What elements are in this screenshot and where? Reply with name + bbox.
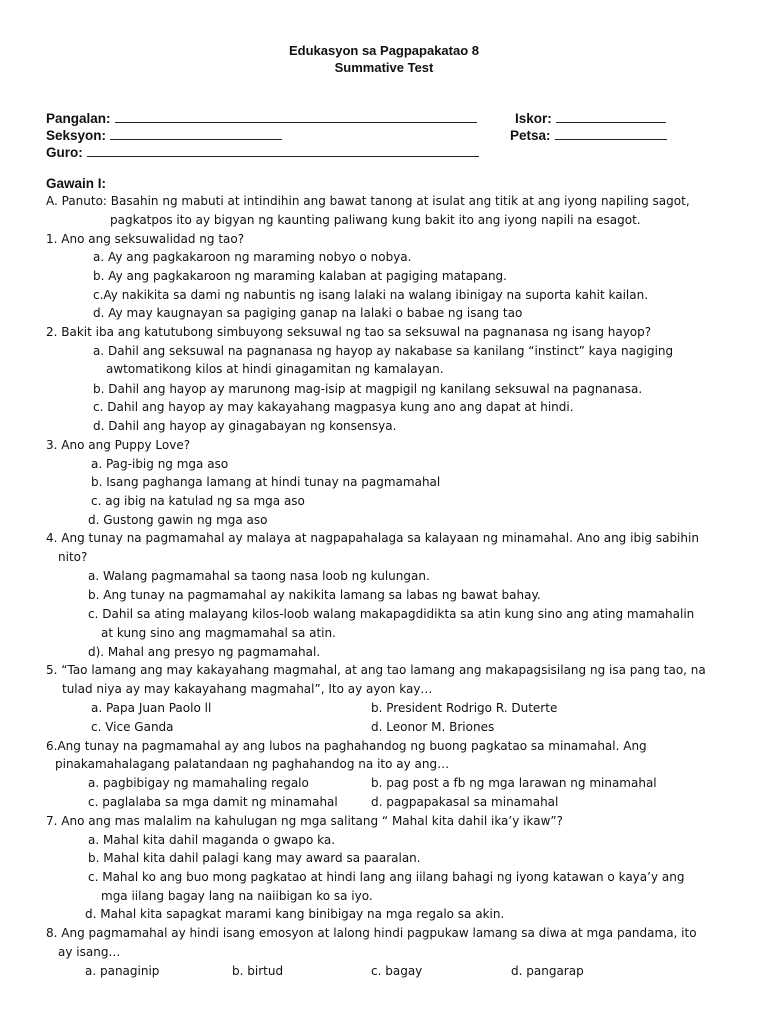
q7-choice-c-cont: mga iilang bagay lang na naiibigan ko sa iyo. bbox=[101, 889, 373, 903]
guro-blank bbox=[87, 144, 479, 157]
question-8-stem: 8. Ang pagmamahal ay hindi isang emosyon at lalong hindi pagpukaw lamang sa diwa at mga pandama, ito bbox=[46, 926, 697, 940]
question-8-stem-cont: ay isang… bbox=[58, 945, 121, 959]
q3-choice-b: b. Isang paghanga lamang at hindi tunay na pagmamahal bbox=[91, 475, 441, 489]
question-5-stem: 5. “Tao lamang ang may kakayahang magmahal, at ang tao lamang ang makapagsisilang ng isa pang tao, na bbox=[46, 663, 706, 677]
document-subtitle: Summative Test bbox=[334, 60, 434, 75]
pangalan-label: Pangalan: bbox=[46, 111, 111, 126]
q3-choice-d: d. Gustong gawin ng mga aso bbox=[88, 513, 268, 527]
q6-choice-c: c. paglalaba sa mga damit ng minamahal bbox=[88, 795, 338, 809]
q7-choice-a: a. Mahal kita dahil maganda o gwapo ka. bbox=[88, 833, 336, 847]
q7-choice-d: d. Mahal kita sapagkat marami kang binibigay na mga regalo sa akin. bbox=[85, 907, 505, 921]
q2-choice-a-cont: awtomatikong kilos at hindi ginagamitan ng kamalayan. bbox=[106, 362, 444, 376]
iskor-blank bbox=[556, 110, 666, 123]
q3-choice-c: c. ag ibig na katulad ng sa mga aso bbox=[91, 494, 305, 508]
seksyon-label: Seksyon: bbox=[46, 128, 107, 143]
question-1-stem: 1. Ano ang seksuwalidad ng tao? bbox=[46, 232, 245, 246]
q5-choice-a: a. Papa Juan Paolo ll bbox=[91, 701, 212, 715]
iskor-label: Iskor: bbox=[515, 111, 552, 126]
q1-choice-a: a. Ay ang pagkakaroon ng maraming nobyo o nobya. bbox=[93, 250, 412, 264]
seksyon-blank bbox=[110, 127, 282, 140]
q8-choice-b: b. birtud bbox=[232, 964, 284, 978]
q1-choice-d: d. Ay may kaugnayan sa pagiging ganap na lalaki o babae ng isang tao bbox=[93, 306, 523, 320]
q8-choice-d: d. pangarap bbox=[511, 964, 584, 978]
question-6-stem: 6.Ang tunay na pagmamahal ay ang lubos na paghahandog ng buong pagkatao sa minamahal. Ang bbox=[46, 739, 647, 753]
petsa-field bbox=[510, 127, 667, 143]
question-4-stem: 4. Ang tunay na pagmamahal ay malaya at nagpapahalaga sa kalayaan ng minamahal. Ano ang ibig sabihin bbox=[46, 531, 699, 545]
q6-choice-b: b. pag post a fb ng mga larawan ng minamahal bbox=[371, 776, 657, 790]
instruction-line2: pagkatpos ito ay bigyan ng kaunting paliwang kung bakit ito ang iyong napili na esagot. bbox=[110, 213, 641, 227]
iskor-field bbox=[515, 110, 666, 126]
q2-choice-c: c. Dahil ang hayop ay may kakayahang magpasya kung ano ang dapat at hindi. bbox=[93, 400, 574, 414]
question-2-stem: 2. Bakit iba ang katutubong simbuyong seksuwal ng tao sa seksuwal na pagnanasa ng isang hayop? bbox=[46, 325, 652, 339]
petsa-label: Petsa: bbox=[510, 128, 551, 143]
q4-choice-a: a. Walang pagmamahal sa taong nasa loob ng kulungan. bbox=[88, 569, 430, 583]
q4-choice-c-cont: at kung sino ang magmamahal sa atin. bbox=[101, 626, 336, 640]
question-4-stem-cont: nito? bbox=[58, 550, 88, 564]
seksyon-field bbox=[46, 127, 282, 143]
question-5-stem-cont: tulad niya ay may kakayahang magmahal”, Ito ay ayon kay… bbox=[62, 682, 433, 696]
q8-choice-c: c. bagay bbox=[371, 964, 423, 978]
q3-choice-a: a. Pag-ibig ng mga aso bbox=[91, 457, 229, 471]
q6-choice-d: d. pagpapakasal sa minamahal bbox=[371, 795, 559, 809]
q1-choice-c: c.Ay nakikita sa dami ng nabuntis ng isang lalaki na walang ibinigay na suporta kahit kailan. bbox=[93, 288, 649, 302]
q7-choice-b: b. Mahal kita dahil palagi kang may award sa paaralan. bbox=[88, 851, 421, 865]
document-title: Edukasyon sa Pagpapakatao 8 bbox=[288, 43, 480, 58]
petsa-blank bbox=[555, 127, 667, 140]
q5-choice-d: d. Leonor M. Briones bbox=[371, 720, 495, 734]
q2-choice-b: b. Dahil ang hayop ay marunong mag-isip at magpigil ng kanilang seksuwal na pagnanasa. bbox=[93, 382, 643, 396]
q7-choice-c: c. Mahal ko ang buo mong pagkatao at hindi lang ang iilang bahagi ng iyong katawan o kaya’y ang bbox=[88, 870, 685, 884]
q2-choice-d: d. Dahil ang hayop ay ginagabayan ng konsensya. bbox=[93, 419, 397, 433]
guro-label: Guro: bbox=[46, 145, 83, 160]
q5-choice-b: b. President Rodrigo R. Duterte bbox=[371, 701, 558, 715]
question-6-stem-cont: pinakamahalagang palatandaan ng paghahandog na ito ay ang… bbox=[55, 757, 450, 771]
q4-choice-c: c. Dahil sa ating malayang kilos-loob walang makapagdidikta sa atin kung sino ang ating mamahalin bbox=[88, 607, 695, 621]
pangalan-field bbox=[46, 110, 477, 126]
section-title: Gawain I: bbox=[46, 176, 107, 191]
q2-choice-a: a. Dahil ang seksuwal na pagnanasa ng hayop ay nakabase sa kanilang “instinct” kaya nagiging bbox=[93, 344, 674, 358]
guro-field bbox=[46, 144, 479, 160]
question-7-stem: 7. Ano ang mas malalim na kahulugan ng mga salitang “ Mahal kita dahil ika’y ikaw”? bbox=[46, 814, 563, 828]
q4-choice-d: d). Mahal ang presyo ng pagmamahal. bbox=[88, 645, 321, 659]
q4-choice-b: b. Ang tunay na pagmamahal ay nakikita lamang sa labas ng bawat bahay. bbox=[88, 588, 541, 602]
pangalan-blank bbox=[115, 110, 477, 123]
question-3-stem: 3. Ano ang Puppy Love? bbox=[46, 438, 191, 452]
q1-choice-b: b. Ay ang pagkakaroon ng maraming kalaban at pagiging matapang. bbox=[93, 269, 507, 283]
q8-choice-a: a. panaginip bbox=[85, 964, 160, 978]
q6-choice-a: a. pagbibigay ng mamahaling regalo bbox=[88, 776, 309, 790]
q5-choice-c: c. Vice Ganda bbox=[91, 720, 174, 734]
instruction-line1: A. Panuto: Basahin ng mabuti at intindihin ang bawat tanong at isulat ang titik at ang iyong napiling sagot, bbox=[46, 194, 690, 208]
